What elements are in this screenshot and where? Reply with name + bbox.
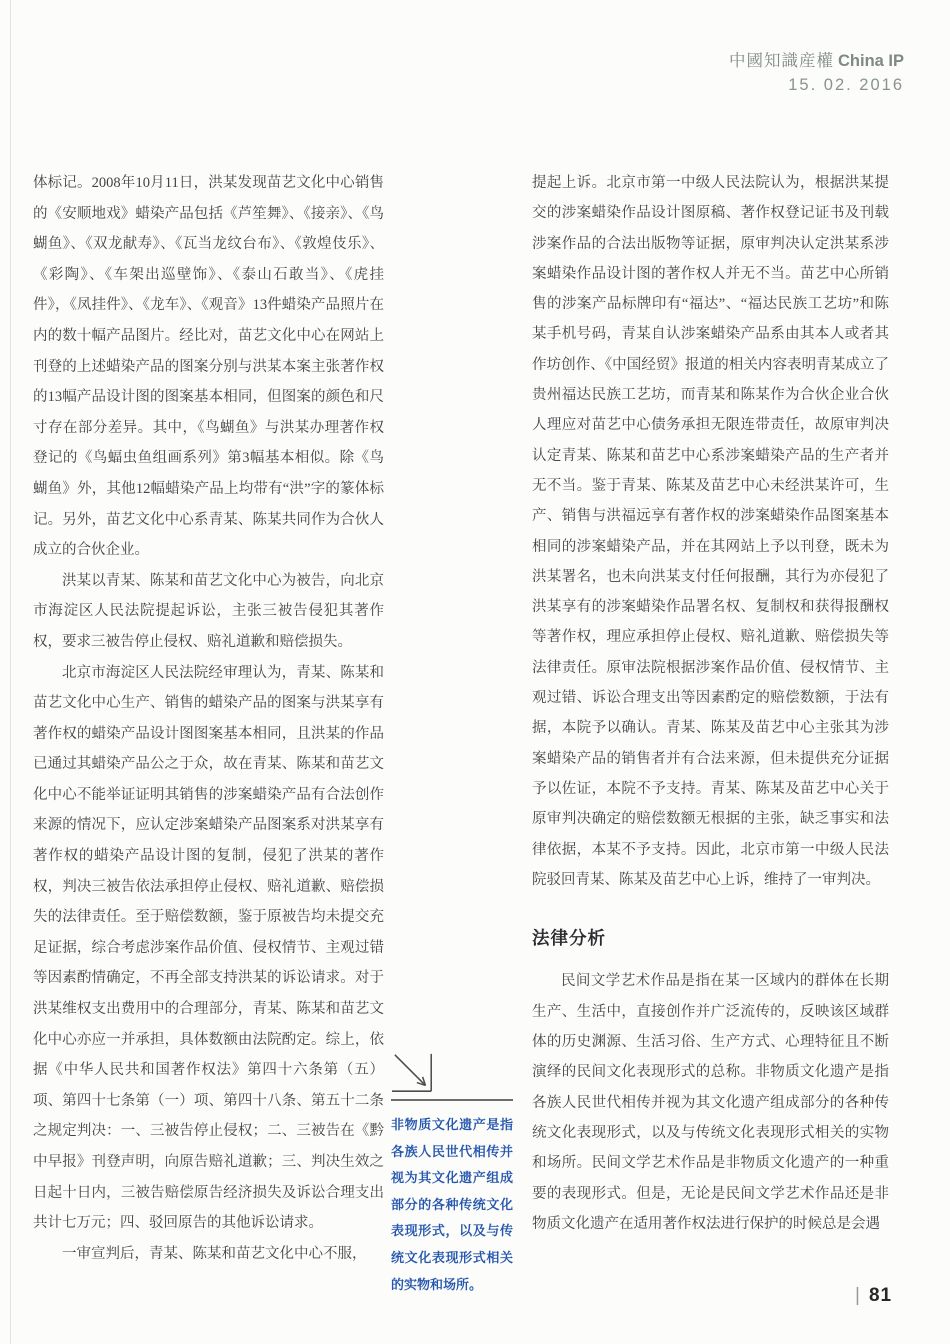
lawsuit-paragraph: 洪某以青某、陈某和苗艺文化中心为被告，向北京市海淀区人民法院提起诉讼，主张三被告侵犯其著作权，要求三被告停止侵权、赔礼道歉和赔偿损失。 [33,572,384,650]
journal-title-en: China IP [837,52,904,70]
pull-quote-text: 非物质文化遗产是指各族人民世代相传并视为其文化遗产组成部分的各种传统文化表现形式，以及与传统文化表现形式相关的实物和场所。 [391,1117,513,1292]
page-header [729,50,904,96]
page-edge-line [10,0,11,1344]
legal-analysis-paragraph: 民间文学艺术作品是指在某一区域内的群体在长期生产、生活中，直接创作并广泛流传的，反映该区域群体的历史渊源、生活习俗、生产方式、心理特征且不断演绎的民间文化表现形式的总称。非物质文化遗产是指各族人民世代相传并视为其文化遗产组成部分的各种传统文化表现形式，以及与传统文化表现形式相关的实物和场所。民间文学艺术作品是非物质文化遗产的一种重要的表现形式。但是，无论是民间文学艺术作品还是非物质文化遗产在适用著作权法进行保护的时候总是会遇 [532,973,889,1232]
right-column [532,168,889,1239]
case-facts-paragraph: 体标记。2008年10月11日，洪某发现苗艺文化中心销售的《安顺地戏》蜡染产品包括《芦笙舞》、《接亲》、《鸟蝴鱼》、《双龙献寿》、《瓦当龙纹台布》、《敦煌伎乐》、《彩陶》、《车架出巡壁饰》、《泰山石敢当》、《虎挂件》，《凤挂件》、《龙车》、《观音》13件蜡染产品照片在内的数十幅产品图片。经比对，苗艺文化中心在网站上刊登的上述蜡染产品的图案分别与洪某本案主张著作权的13幅产品设计图的图案基本相同，但图案的颜色和尺寸存在部分差异。其中，《鸟蝴鱼》与洪某办理著作权登记的《鸟蝠虫鱼组画系列》第3幅基本相似。除《鸟蝴鱼》外，其他12幅蜡染产品上均带有“洪”字的篆体标记。另外，苗艺文化中心系青某、陈某共同作为合伙人成立的合伙企业。 [33,175,384,559]
page-number-divider: | [855,1285,860,1306]
page-footer [855,1285,892,1307]
legal-analysis-heading: 法律分析 [532,928,606,949]
issue-date: 15. 02. 2016 [788,76,904,94]
first-instance-judgment-paragraph: 北京市海淀区人民法院经审理认为，青某、陈某和苗艺文化中心生产、销售的蜡染产品的图案与洪某享有著作权的蜡染产品设计图图案基本相同，且洪某的作品已通过其蜡染产品公之于众，故在青某、陈某和苗艺文化中心不能举证证明其销售的涉案蜡染产品有合法创作来源的情况下，应认定涉案蜡染产品图案系对洪某享有著作权的蜡染产品设计图的复制，侵犯了洪某的著作权，判决三被告依法承担停止侵权、赔礼道歉、赔偿损失的法律责任。至于赔偿数额，鉴于原被告均未提交充足证据，综合考虑涉案作品价值、侵权情节、主观过错等因素酌情确定，不再全部支持洪某的诉讼请求。对于洪某维权支出费用中的合理部分，青某、陈某和苗艺文化中心亦应一并承担，具体数额由法院酌定。综上，依据《中华人民共和国著作权法》第四十六条第（五）项、第四十七条第（一）项、第四十八条、第五十二条之规定判决：一、三被告停止侵权；二、三被告在《黔中早报》刊登声明，向原告赔礼道歉；三、判决生效之日起十日内，三被告赔偿原告经济损失及诉讼合理支出共计七万元；四、驳回原告的其他诉讼请求。 [33,664,384,1232]
page-number: 81 [868,1285,893,1306]
journal-title [729,50,904,72]
corner-arrow-icon [391,1051,437,1095]
journal-title-cn: 中國知識産權 [728,52,834,70]
left-column [33,168,384,1269]
pull-quote-divider [391,1099,513,1101]
appeal-intro-paragraph: 一审宣判后，青某、陈某和苗艺文化中心不服， [62,1245,367,1262]
pull-quote-block [391,1051,513,1298]
second-instance-judgment-paragraph: 提起上诉。北京市第一中级人民法院认为，根据洪某提交的涉案蜡染作品设计图原稿、著作权登记证书及刊载涉案作品的合法出版物等证据，原审判决认定洪某系涉案蜡染作品设计图的著作权人并无不当。苗艺中心所销售的涉案产品标牌印有“福达”、“福达民族工艺坊”和陈某手机号码，青某自认涉案蜡染产品系由其本人或者其作坊创作、《中国经贸》报道的相关内容表明青某成立了贵州福达民族工艺坊，而青某和陈某作为合伙企业合伙人理应对苗艺中心债务承担无限连带责任，故原审判决认定青某、陈某和苗艺中心系涉案蜡染产品的生产者并无不当。鉴于青某、陈某及苗艺中心未经洪某许可，生产、销售与洪福远享有著作权的涉案蜡染作品图案基本相同的涉案蜡染产品，并在其网站上予以刊登，既未为洪某署名，也未向洪某支付任何报酬，其行为亦侵犯了洪某享有的涉案蜡染作品署名权、复制权和获得报酬权等著作权，理应承担停止侵权、赔礼道歉、赔偿损失等法律责任。原审法院根据涉案作品价值、侵权情节、主观过错、诉讼合理支出等因素酌定的赔偿数额，于法有据，本院予以确认。青某、陈某及苗艺中心主张其为涉案蜡染产品的销售者并有合法来源，但未提供充分证据予以佐证，本院不予支持。青某、陈某及苗艺中心关于原审判决确定的赔偿数额无根据的主张，缺乏事实和法律依据，本某不予支持。因此，北京市第一中级人民法院驳回青某、陈某及苗艺中心上诉，维持了一审判决。 [532,175,889,888]
